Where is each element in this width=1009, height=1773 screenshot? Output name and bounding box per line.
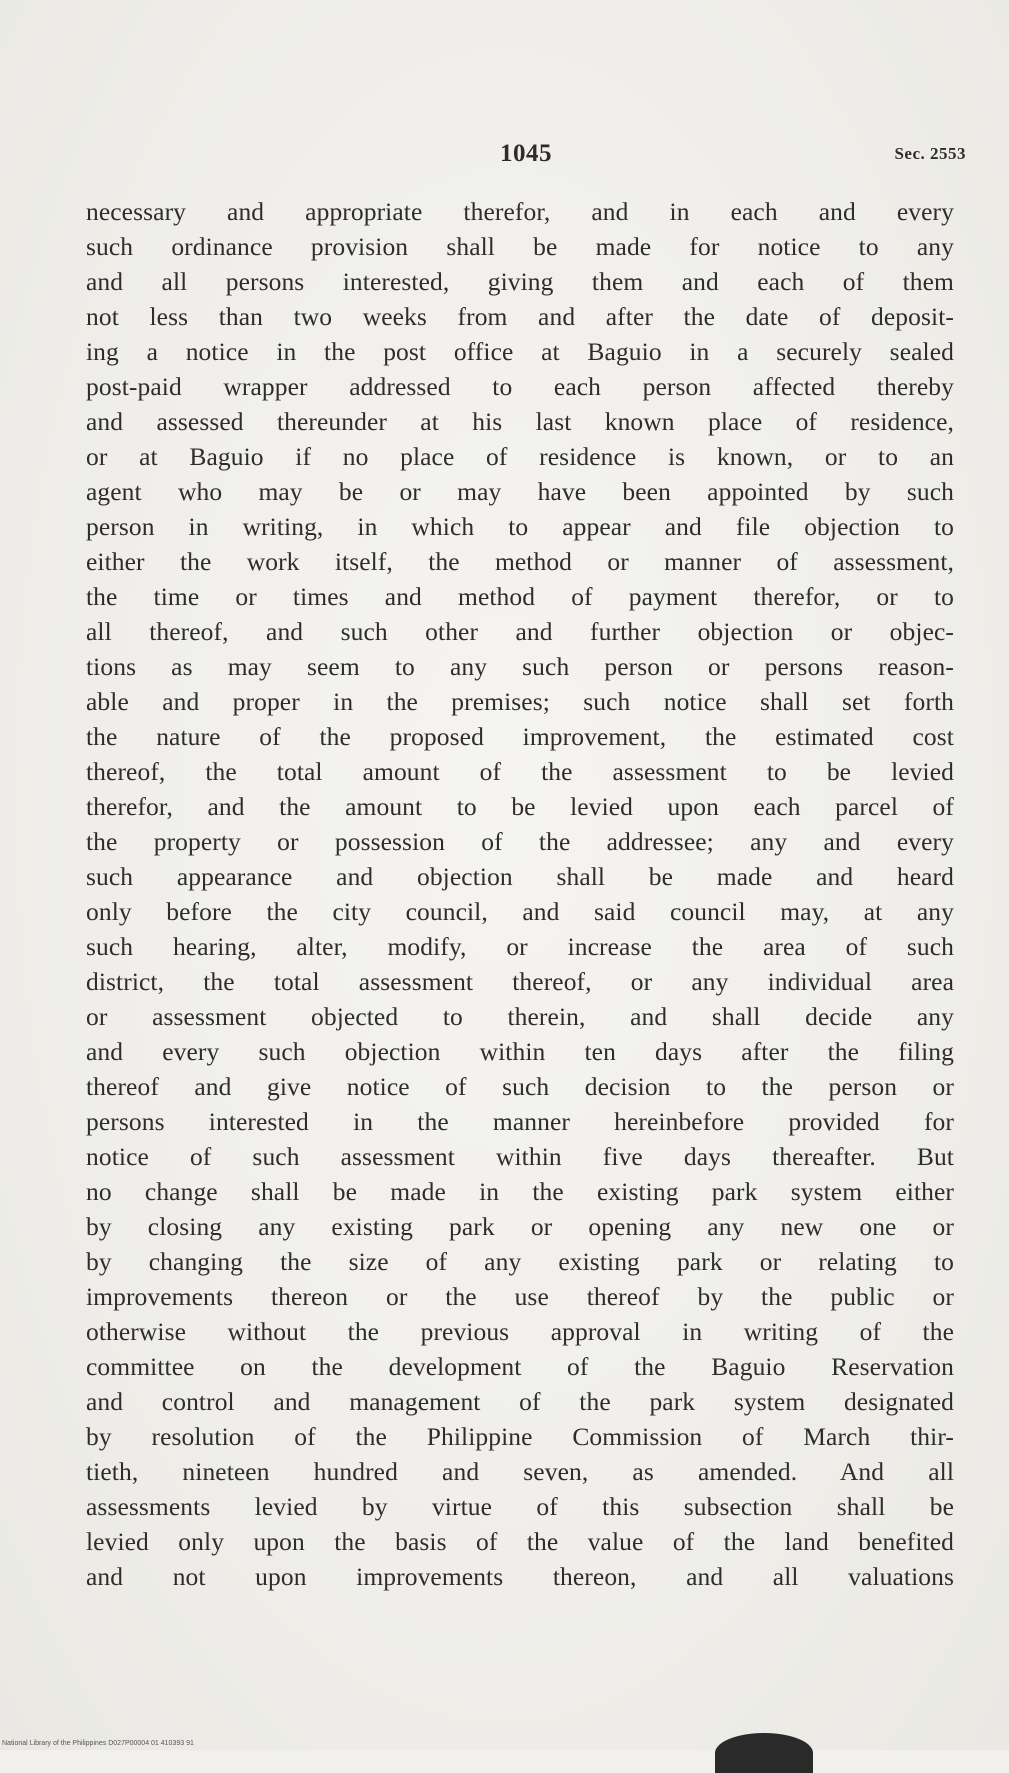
text-line: levied only upon the basis of the value of the land benefited (86, 1527, 954, 1556)
text-line: all thereof, and such other and further objection or objec- (86, 617, 954, 646)
text-line: the property or possession of the addressee; any and every (86, 827, 954, 856)
body-text (86, 194, 954, 1594)
text-line: person in writing, in which to appear and file objection to (86, 512, 954, 541)
text-line: and not upon improvements thereon, and all valuations (86, 1562, 954, 1591)
text-line: only before the city council, and said council may, at any (86, 897, 954, 926)
text-line: thereof and give notice of such decision to the person or (86, 1072, 954, 1101)
text-line: such ordinance provision shall be made for notice to any (86, 232, 954, 261)
text-line: district, the total assessment thereof, or any individual area (86, 967, 954, 996)
text-line: by changing the size of any existing park or relating to (86, 1247, 954, 1276)
text-line: committee on the development of the Baguio Reservation (86, 1352, 954, 1381)
section-reference: Sec. 2553 (894, 144, 966, 163)
text-line: no change shall be made in the existing park system either (86, 1177, 954, 1206)
text-line: by resolution of the Philippine Commission of March thir- (86, 1422, 954, 1451)
text-line: agent who may be or may have been appointed by such (86, 477, 954, 506)
text-line: and all persons interested, giving them and each of them (86, 267, 954, 296)
text-line: such appearance and objection shall be made and heard (86, 862, 954, 891)
text-line: tions as may seem to any such person or persons reason- (86, 652, 954, 681)
text-line: and assessed thereunder at his last known place of residence, (86, 407, 954, 436)
text-line: either the work itself, the method or manner of assessment, (86, 547, 954, 576)
text-line: notice of such assessment within five days thereafter. But (86, 1142, 954, 1171)
text-line: persons interested in the manner hereinbefore provided for (86, 1107, 954, 1136)
text-line: tieth, nineteen hundred and seven, as amended. And all (86, 1457, 954, 1486)
text-line: not less than two weeks from and after the date of deposit- (86, 302, 954, 331)
text-line: thereof, the total amount of the assessment to be levied (86, 757, 954, 786)
text-line: and every such objection within ten days after the filing (86, 1037, 954, 1066)
text-line: the time or times and method of payment therefor, or to (86, 582, 954, 611)
text-line: by closing any existing park or opening any new one or (86, 1212, 954, 1241)
text-line: and control and management of the park system designated (86, 1387, 954, 1416)
scan-footer: National Library of the Philippines D027P00004 01 410393 91 (2, 1740, 194, 1747)
scan-artifact (715, 1733, 813, 1773)
page-header (86, 140, 966, 174)
text-line: able and proper in the premises; such notice shall set forth (86, 687, 954, 716)
page-number: 1045 (500, 140, 552, 167)
text-line: post-paid wrapper addressed to each person affected thereby (86, 372, 954, 401)
text-line: improvements thereon or the use thereof by the public or (86, 1282, 954, 1311)
text-line: or assessment objected to therein, and shall decide any (86, 1002, 954, 1031)
text-line: necessary and appropriate therefor, and in each and every (86, 197, 954, 226)
text-line: therefor, and the amount to be levied upon each parcel of (86, 792, 954, 821)
text-line: ing a notice in the post office at Baguio in a securely sealed (86, 337, 954, 366)
text-line: assessments levied by virtue of this subsection shall be (86, 1492, 954, 1521)
text-line: or at Baguio if no place of residence is known, or to an (86, 442, 954, 471)
text-line: such hearing, alter, modify, or increase the area of such (86, 932, 954, 961)
text-line: otherwise without the previous approval in writing of the (86, 1317, 954, 1346)
text-line: the nature of the proposed improvement, the estimated cost (86, 722, 954, 751)
